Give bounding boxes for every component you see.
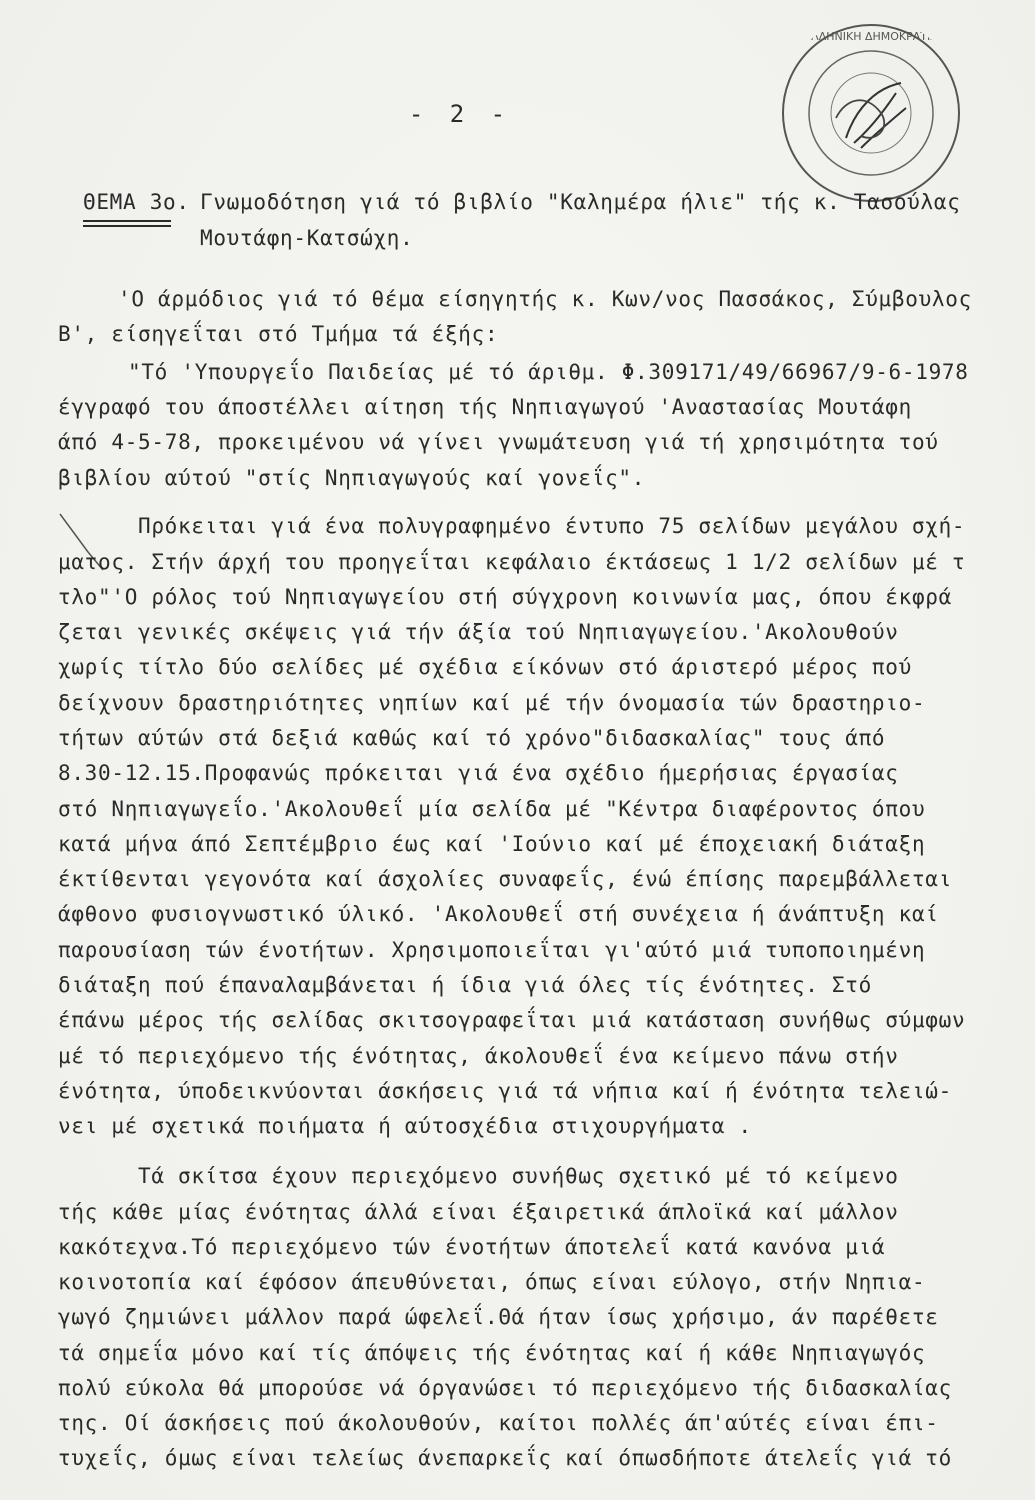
text-line: κακότεχνα.Τό περιεχόμενο τών ένοτήτων άποτελεΐ κατά κανόνα μιά [58, 1235, 886, 1259]
text-line: τά σημεΐα μόνο καί τίς άπόψεις τής ένότητας καί ή κάθε Νηπιαγωγός [58, 1341, 926, 1365]
text-line: 'Ο άρμόδιος γιά τό θέμα είσηγητής κ. Κων/νος Πασσάκος, Σύμβουλος [118, 287, 972, 311]
text-line: χωρίς τίτλο δύο σελίδες μέ σχέδια είκόνων στό άριστερό μέρος πού [58, 655, 912, 679]
text-line: άπό 4-5-78, προκειμένου νά γίνει γνωμάτευση γιά τή χρησιμότητα τού [58, 430, 939, 454]
svg-text:ΕΛΛΗΝΙΚΗ ΔΗΜΟΚΡΑΤΙΑ: ΕΛΛΗΝΙΚΗ ΔΗΜΟΚΡΑΤΙΑ [804, 30, 938, 43]
text-line: ματος. Στήν άρχή του προηγεΐται κεφάλαιο έκτάσεως 1 1/2 σελίδων μέ τ [58, 550, 966, 574]
text-line: "Τό 'Υπουργεΐο Παιδείας μέ τό άριθμ. Φ.309171/49/66967/9-6-1978 [128, 360, 969, 384]
theme-title-line2: Μουτάφη-Κατσώχη. [200, 226, 414, 250]
text-line: πολύ εύκολα θά μπορούσε νά όργανώσει τό περιεχόμενο τής διδασκαλίας [58, 1376, 952, 1400]
text-line: παρουσίαση τών ένοτήτων. Χρησιμοποιεΐται γι'αύτό μιά τυποποιημένη [58, 938, 926, 962]
text-line: νει μέ σχετικά ποιήματα ή αύτοσχέδια στιχουργήματα . [58, 1114, 752, 1138]
text-line: έπάνω μέρος τής σελίδας σκιτσογραφεΐται μιά κατάσταση συνήθως σύμφων [58, 1008, 966, 1032]
text-line: κατά μήνα άπό Σεπτέμβριο έως καί 'Ιούνιο καί μέ έποχειακή διάταξη [58, 832, 926, 856]
text-line: 8.30-12.15.Προφανώς πρόκειται γιά ένα σχέδιο ήμερήσιας έργασίας [58, 761, 899, 785]
theme-underline [83, 220, 171, 222]
text-line: στό Νηπιαγωγεΐο.'Ακολουθεΐ μία σελίδα μέ "Κέντρα διαφέροντος όπου [58, 797, 926, 821]
text-line: δείχνουν δραστηριότητες νηπίων καί μέ τήν όνομασία τών δραστηριο- [58, 691, 926, 715]
text-line: διάταξη πού έπαναλαμβάνεται ή ίδια γιά όλες τίς ένότητες. Στό [58, 973, 872, 997]
official-seal [776, 18, 966, 208]
theme-title-line1: Γνωμοδότηση γιά τό βιβλίο "Καλημέρα ήλιε" τής κ. Τασούλας [200, 190, 961, 214]
text-line: τλο"'Ο ρόλος τού Νηπιαγωγείου στή σύγχρονη κοινωνία μας, όπου έκφρά [58, 585, 952, 609]
text-line: ζεται γενικές σκέψεις γιά τήν άξία τού Νηπιαγωγείου.'Ακολουθούν [58, 620, 899, 644]
text-line: ένότητα, ύποδεικνύονται άσκήσεις γιά τά νήπια καί ή ένότητα τελειώ- [58, 1079, 952, 1103]
text-line: μέ τό περιεχόμενο τής ένότητας, άκολουθεΐ ένα κείμενο πάνω στήν [58, 1044, 899, 1068]
text-line: τήτων αύτών στά δεξιά καθώς καί τό χρόνο"διδασκαλίας" τους άπό [58, 726, 886, 750]
text-line: τής κάθε μίας ένότητας άλλά είναι έξαιρετικά άπλοϊκά καί μάλλον [58, 1200, 899, 1224]
text-line: της. Οί άσκήσεις πού άκολουθούν, καίτοι πολλές άπ'αύτές είναι έπι- [58, 1411, 939, 1435]
text-line: τυχεΐς, όμως είναι τελείως άνεπαρκεΐς καί όπωσδήποτε άτελεΐς γιά τό [58, 1446, 952, 1470]
text-line: Πρόκειται γιά ένα πολυγραφημένο έντυπο 75 σελίδων μεγάλου σχή- [138, 514, 966, 538]
text-line: βιβλίου αύτού "στίς Νηπιαγωγούς καί γονεΐς". [58, 466, 646, 490]
text-line: γωγό ζημιώνει μάλλον παρά ώφελεΐ.Θά ήταν ίσως χρήσιμο, άν παρέθετε [58, 1305, 939, 1329]
text-line: Β', είσηγεΐται στό Τμήμα τά έξής: [58, 322, 499, 346]
text-line: Τά σκίτσα έχουν περιεχόμενο συνήθως σχετικό μέ τό κείμενο [138, 1164, 899, 1188]
text-line: έκτίθενται γεγονότα καί άσχολίες συναφεΐς, ένώ έπίσης παρεμβάλλεται [58, 867, 952, 891]
text-line: άφθονο φυσιογνωστικό ύλικό. 'Ακολουθεΐ στή συνέχεια ή άνάπτυξη καί [58, 902, 939, 926]
theme-underline-double [83, 225, 171, 227]
text-line: έγγραφό του άποστέλλει αίτηση τής Νηπιαγωγού 'Αναστασίας Μουτάφη [58, 395, 912, 419]
theme-label: ΘΕΜΑ 3ο. [83, 190, 190, 214]
text-line: κοινοτοπία καί έφόσον άπευθύνεται, όπως είναι εύλογο, στήν Νηπια- [58, 1270, 926, 1294]
page-number: - 2 - [408, 100, 512, 128]
